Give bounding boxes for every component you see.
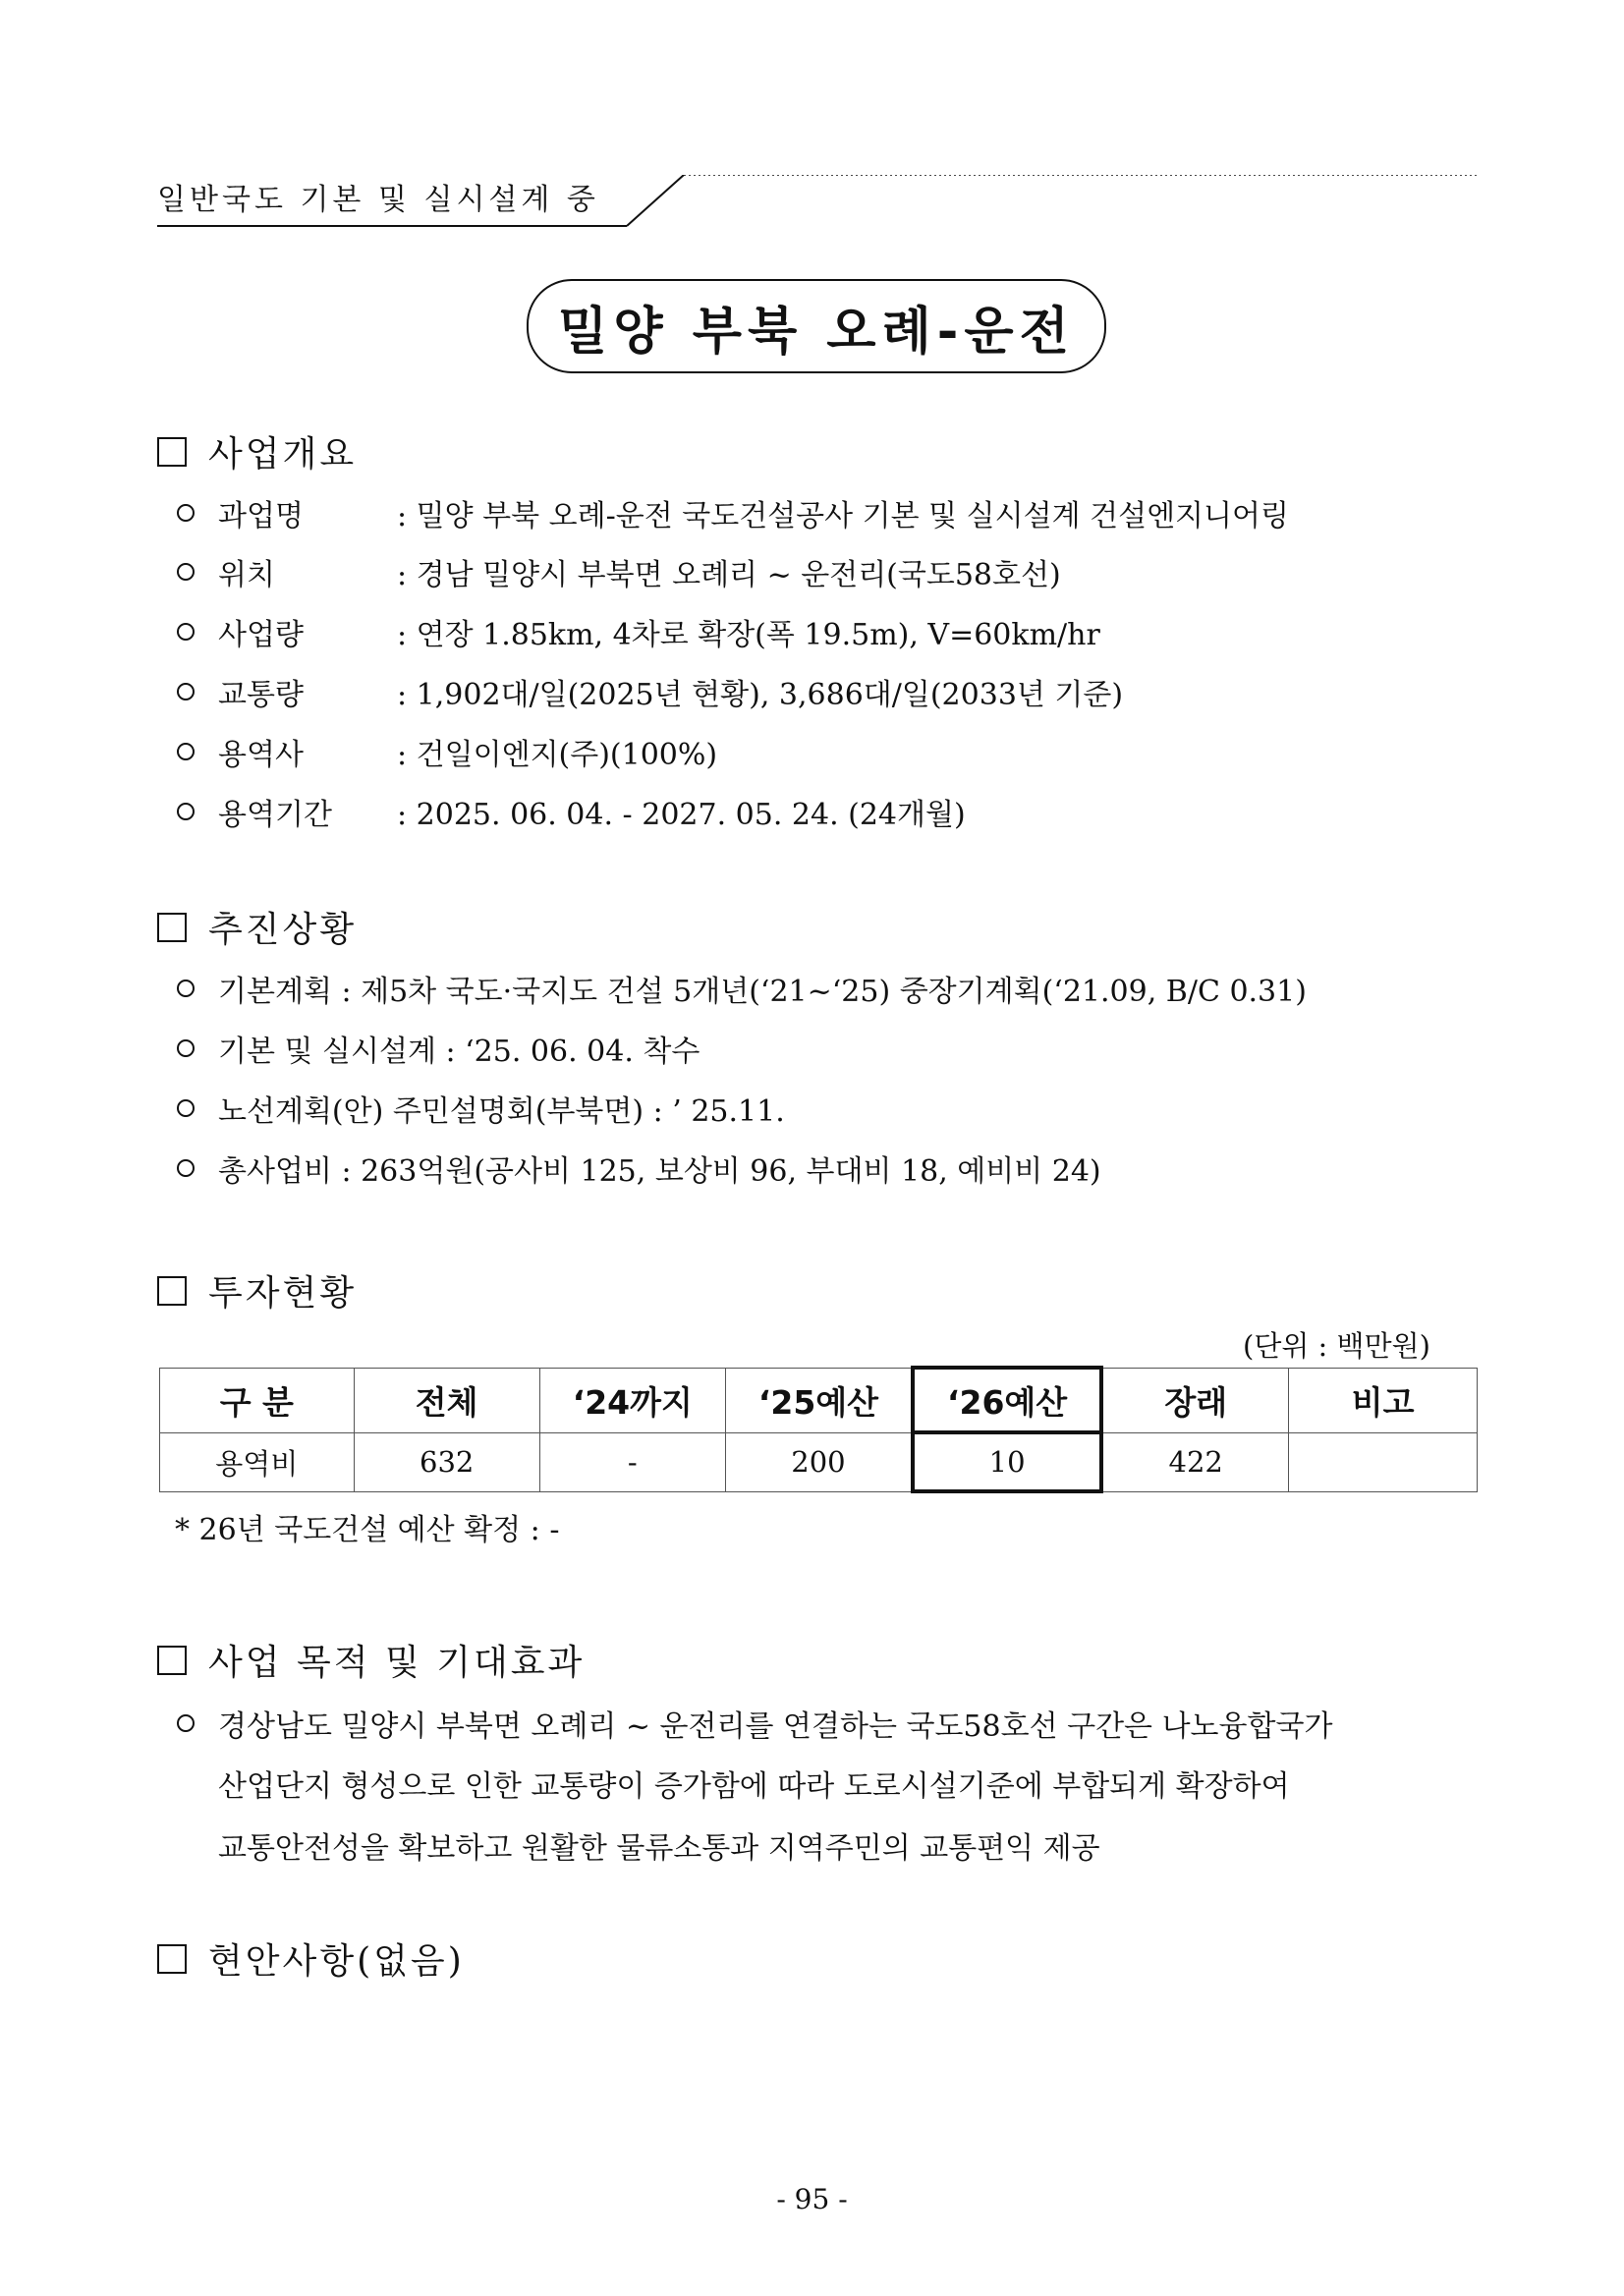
bullet-circle-icon bbox=[177, 504, 195, 522]
header-cell: 구 분 bbox=[160, 1368, 355, 1432]
table-cell: 200 bbox=[725, 1432, 913, 1491]
section-progress bbox=[157, 902, 357, 952]
progress-item bbox=[177, 1027, 700, 1070]
section-title: 추진상황 bbox=[208, 910, 358, 950]
table-header-row bbox=[160, 1368, 1478, 1432]
item-label: 교통량 bbox=[218, 678, 304, 712]
header-cell: 장래 bbox=[1101, 1368, 1289, 1432]
header-cell: 비고 bbox=[1289, 1368, 1478, 1432]
section-title: 현안사항(없음) bbox=[208, 1941, 465, 1982]
table-cell: 422 bbox=[1101, 1432, 1289, 1491]
item-label: 사업량 bbox=[218, 618, 304, 652]
progress-item bbox=[177, 967, 1307, 1010]
item-value: : 연장 1.85km, 4차로 확장(폭 19.5m), V=60km/hr bbox=[397, 618, 1100, 652]
bullet-circle-icon bbox=[177, 563, 195, 581]
bullet-circle-icon bbox=[177, 803, 195, 820]
table-cell: 용역비 bbox=[160, 1432, 355, 1491]
header-cell: ‘25예산 bbox=[725, 1368, 913, 1432]
item-text: 기본 및 실시설계 : ‘25. 06. 04. 착수 bbox=[218, 1035, 700, 1069]
bullet-circle-icon bbox=[177, 1099, 195, 1117]
bullet-circle-icon bbox=[177, 623, 195, 641]
investment-table bbox=[159, 1366, 1478, 1493]
item-label: 위치 bbox=[218, 558, 275, 592]
table-cell bbox=[1289, 1432, 1478, 1491]
purpose-item bbox=[177, 1702, 1332, 1745]
item-label: 용역기간 bbox=[218, 798, 332, 832]
table-unit: (단위 : 백만원) bbox=[1243, 1329, 1430, 1363]
table-row bbox=[160, 1432, 1478, 1491]
bullet-circle-icon bbox=[177, 683, 195, 700]
progress-item bbox=[177, 1087, 785, 1130]
item-value: : 경남 밀양시 부북면 오례리 ~ 운전리(국도58호선) bbox=[397, 558, 1061, 592]
header-cell: ‘24까지 bbox=[539, 1368, 725, 1432]
table-cell: 632 bbox=[354, 1432, 539, 1491]
header-cell: 전체 bbox=[354, 1368, 539, 1432]
checkbox-square-icon bbox=[157, 913, 187, 942]
bullet-circle-icon bbox=[177, 1159, 195, 1177]
title-box bbox=[527, 279, 1106, 373]
table-cell-highlight: 10 bbox=[913, 1432, 1101, 1491]
purpose-line: 교통안전성을 확보하고 원활한 물류소통과 지역주민의 교통편익 제공 bbox=[218, 1831, 1100, 1866]
overview-item bbox=[177, 790, 966, 833]
section-issues bbox=[157, 1933, 465, 1984]
table-cell: - bbox=[539, 1432, 725, 1491]
running-header bbox=[157, 175, 1479, 230]
item-value: : 밀양 부북 오례-운전 국도건설공사 기본 및 실시설계 건설엔지니어링 bbox=[397, 499, 1289, 533]
overview-item bbox=[177, 550, 1061, 593]
section-title: 사업 목적 및 기대효과 bbox=[208, 1643, 586, 1683]
progress-item bbox=[177, 1147, 1101, 1190]
item-value: : 건일이엔지(주)(100%) bbox=[397, 738, 718, 772]
purpose-line: 경상남도 밀양시 부북면 오례리 ~ 운전리를 연결하는 국도58호선 구간은 나노융합국가 bbox=[218, 1709, 1333, 1744]
overview-item bbox=[177, 670, 1123, 713]
bullet-circle-icon bbox=[177, 980, 195, 997]
overview-item bbox=[177, 610, 1100, 653]
header-text: 일반국도 기본 및 실시설계 중 bbox=[157, 183, 599, 217]
item-label: 과업명 bbox=[218, 499, 304, 533]
bullet-circle-icon bbox=[177, 743, 195, 760]
bullet-circle-icon bbox=[177, 1039, 195, 1057]
item-text: 기본계획 : 제5차 국도·국지도 건설 5개년(‘21~‘25) 중장기계획(‘21.09, B/C 0.31) bbox=[218, 975, 1307, 1009]
item-value: : 1,902대/일(2025년 현황), 3,686대/일(2033년 기준) bbox=[397, 678, 1124, 712]
overview-item bbox=[177, 730, 717, 773]
header-cell-highlight: ‘26예산 bbox=[913, 1368, 1101, 1432]
checkbox-square-icon bbox=[157, 1646, 187, 1675]
bullet-circle-icon bbox=[177, 1714, 195, 1732]
page-title: 밀양 부북 오례-운전 bbox=[558, 302, 1075, 362]
page-number: - 95 - bbox=[776, 2183, 848, 2215]
item-value: : 2025. 06. 04. - 2027. 05. 24. (24개월) bbox=[397, 798, 966, 832]
section-title: 사업개요 bbox=[208, 434, 358, 475]
section-overview bbox=[157, 426, 357, 476]
checkbox-square-icon bbox=[157, 1276, 187, 1306]
section-title: 투자현황 bbox=[208, 1273, 358, 1314]
section-purpose bbox=[157, 1635, 585, 1685]
checkbox-square-icon bbox=[157, 437, 187, 467]
item-label: 용역사 bbox=[218, 738, 304, 772]
table-note: * 26년 국도건설 예산 확정 : - bbox=[175, 1513, 560, 1547]
checkbox-square-icon bbox=[157, 1944, 187, 1974]
item-text: 노선계획(안) 주민설명회(부북면) : ’ 25.11. bbox=[218, 1094, 785, 1129]
purpose-line: 산업단지 형성으로 인한 교통량이 증가함에 따라 도로시설기준에 부합되게 확장하여 bbox=[218, 1769, 1290, 1804]
overview-item bbox=[177, 491, 1289, 534]
item-text: 총사업비 : 263억원(공사비 125, 보상비 96, 부대비 18, 예비비 24) bbox=[218, 1154, 1101, 1189]
section-investment bbox=[157, 1265, 357, 1316]
